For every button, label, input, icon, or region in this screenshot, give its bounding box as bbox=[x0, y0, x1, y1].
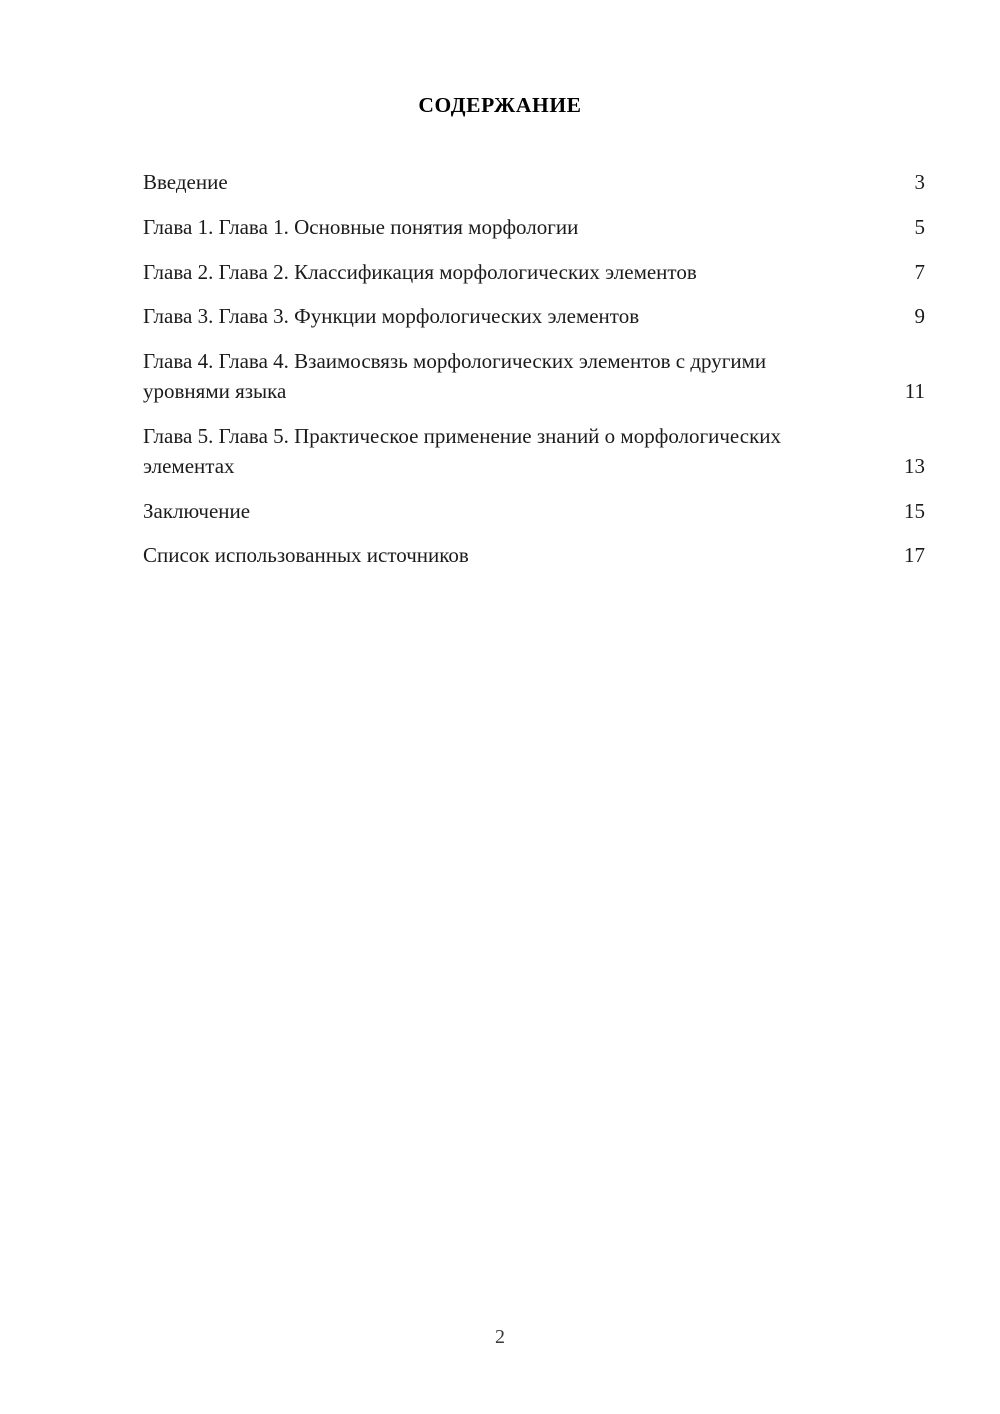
toc-entry-label: Глава 4. Глава 4. Взаимосвязь морфологических элементов с другими уровнями языка bbox=[143, 349, 767, 404]
page-title: СОДЕРЖАНИЕ bbox=[418, 93, 582, 117]
toc-entry-page: 3 bbox=[914, 170, 925, 194]
toc-entry-page: 13 bbox=[904, 453, 925, 478]
toc-entry-page: 9 bbox=[914, 304, 925, 329]
toc-entry[interactable] bbox=[143, 213, 925, 243]
toc-entry-label: Глава 2. Глава 2. Классификация морфологических элементов bbox=[143, 259, 697, 284]
toc-entry-page: 11 bbox=[904, 379, 925, 404]
toc-entry[interactable] bbox=[143, 168, 925, 198]
table-of-contents bbox=[143, 168, 925, 586]
toc-entry[interactable] bbox=[143, 302, 925, 332]
toc-entry-label: Введение bbox=[143, 170, 228, 194]
toc-entry-label: Заключение bbox=[143, 498, 251, 523]
toc-entry-label: Глава 5. Глава 5. Практическое применение знаний о морфологических элементах bbox=[143, 423, 782, 478]
page-footer-number: 2 bbox=[495, 1326, 505, 1348]
toc-entry[interactable] bbox=[143, 541, 925, 571]
toc-entry-page: 7 bbox=[914, 259, 925, 284]
toc-entry-page: 17 bbox=[904, 543, 925, 568]
toc-entry[interactable] bbox=[143, 497, 925, 527]
toc-entry[interactable] bbox=[143, 258, 925, 288]
toc-entry-label: Список использованных источников bbox=[143, 543, 469, 568]
toc-entry-label: Глава 1. Глава 1. Основные понятия морфологии bbox=[143, 214, 579, 239]
toc-entry[interactable] bbox=[143, 422, 925, 482]
toc-entry[interactable] bbox=[143, 347, 925, 407]
toc-entry-label: Глава 3. Глава 3. Функции морфологических элементов bbox=[143, 304, 640, 329]
toc-entry-page: 5 bbox=[914, 214, 925, 239]
toc-entry-page: 15 bbox=[904, 498, 925, 523]
